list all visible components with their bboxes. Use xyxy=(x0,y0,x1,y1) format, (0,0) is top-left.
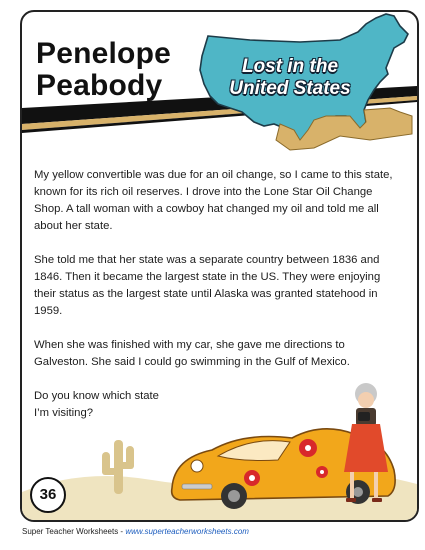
worksheet-number: 36 xyxy=(30,477,66,513)
series-title-line-2: United States xyxy=(229,78,351,99)
footer-brand: Super Teacher Worksheets - xyxy=(22,527,124,536)
page-title xyxy=(36,38,171,102)
story-question: Do you know which state I’m visiting? xyxy=(34,390,159,419)
series-title-line-1: Lost in the xyxy=(241,56,339,77)
worksheet-card xyxy=(20,10,419,522)
story-paragraph-2: She told me that her state was a separate country between 1836 and 1846. Then it became the largest state in the US. They were enjoying their status as the largest state until Alaska was granted statehood in 1959. xyxy=(34,254,381,317)
title-line-2: Peabody xyxy=(36,69,163,102)
footer-url-link[interactable]: www.superteacherworksheets.com xyxy=(125,527,249,536)
title-line-1: Penelope xyxy=(36,37,171,70)
illustration-scene xyxy=(22,372,417,520)
story-paragraph-1: My yellow convertible was due for an oil change, so I came to this state, known for its rich oil reserves. I drove into the Lone Star Oil Change Shop. A tall woman with a cowboy hat changed my oil and told me all about her state. xyxy=(34,169,393,232)
series-title xyxy=(202,56,378,100)
story-paragraph-3: When she was finished with my car, she gave me directions to Galveston. She said I could go swimming in the Gulf of Mexico. xyxy=(34,339,350,368)
footer xyxy=(22,527,249,536)
